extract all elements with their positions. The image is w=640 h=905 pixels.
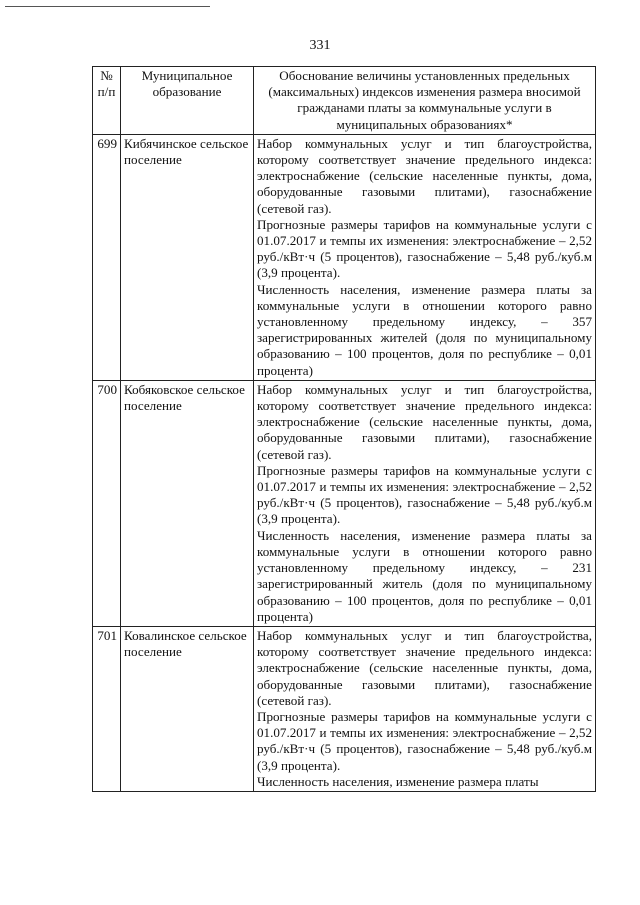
municipality-name: Кибячинское сельское поселение: [121, 134, 254, 380]
municipality-name: Ковалинское сельское поселение: [121, 626, 254, 791]
row-number: 700: [93, 380, 121, 626]
page-number: 331: [309, 38, 331, 53]
top-rule: [5, 6, 210, 7]
justification-cell: [254, 626, 596, 791]
header-justification: Обоснование величины установленных предельных (максимальных) индексов изменения размера вносимой гражданами платы за коммунальные услуги в муниципальных образованиях*: [254, 67, 596, 135]
header-municipality: Муниципальное образование: [121, 67, 254, 135]
justification-cell: [254, 380, 596, 626]
population-paragraph: Численность населения, изменение размера платы: [257, 773, 539, 789]
tariffs-paragraph: Прогнозные размеры тарифов на коммунальные услуги с 01.07.2017 и темпы их изменения: электроснабжение – 2,52 руб./кВт·ч (5 процентов), газоснабжение – 5,48 руб./куб.м (3,9 процента).: [257, 216, 592, 281]
row-number: 699: [93, 134, 121, 380]
population-paragraph: Численность населения, изменение размера платы за коммунальные услуги в отношении которого равно установленному предельному индексу, – 231 зарегистрированный житель (доля по муниципальному образованию – 100 процентов, доля по республике – 0,01 процента): [257, 527, 592, 624]
municipality-name: Кобяковское сельское поселение: [121, 380, 254, 626]
table-row: [93, 626, 596, 791]
population-paragraph: Численность населения, изменение размера платы за коммунальные услуги в отношении которого равно установленному предельному индексу, – 357 зарегистрированных жителей (доля по муниципальному образованию – 100 процентов, доля по республике – 0,01 процента): [257, 281, 592, 378]
table-row: [93, 380, 596, 626]
table-row: [93, 134, 596, 380]
services-paragraph: Набор коммунальных услуг и тип благоустройства, которому соответствует значение предельного индекса: электроснабжение (сельские населенные пункты, дома, оборудованные газовыми плитами), газоснабжение (сетевой газ).: [257, 135, 592, 216]
header-num: № п/п: [93, 67, 121, 135]
tariffs-paragraph: Прогнозные размеры тарифов на коммунальные услуги с 01.07.2017 и темпы их изменения: электроснабжение – 2,52 руб./кВт·ч (5 процентов), газоснабжение – 5,48 руб./куб.м (3,9 процента).: [257, 708, 592, 773]
services-paragraph: Набор коммунальных услуг и тип благоустройства, которому соответствует значение предельного индекса: электроснабжение (сельские населенные пункты, дома, оборудованные газовыми плитами), газоснабжение (сетевой газ).: [257, 381, 592, 462]
justification-cell: [254, 134, 596, 380]
row-number: 701: [93, 626, 121, 791]
tariff-index-table: [92, 66, 596, 792]
services-paragraph: Набор коммунальных услуг и тип благоустройства, которому соответствует значение предельного индекса: электроснабжение (сельские населенные пункты, дома, оборудованные газовыми плитами), газоснабжение (сетевой газ).: [257, 627, 592, 708]
table-header-row: [93, 67, 596, 135]
tariffs-paragraph: Прогнозные размеры тарифов на коммунальные услуги с 01.07.2017 и темпы их изменения: электроснабжение – 2,52 руб./кВт·ч (5 процентов), газоснабжение – 5,48 руб./куб.м (3,9 процента).: [257, 462, 592, 527]
